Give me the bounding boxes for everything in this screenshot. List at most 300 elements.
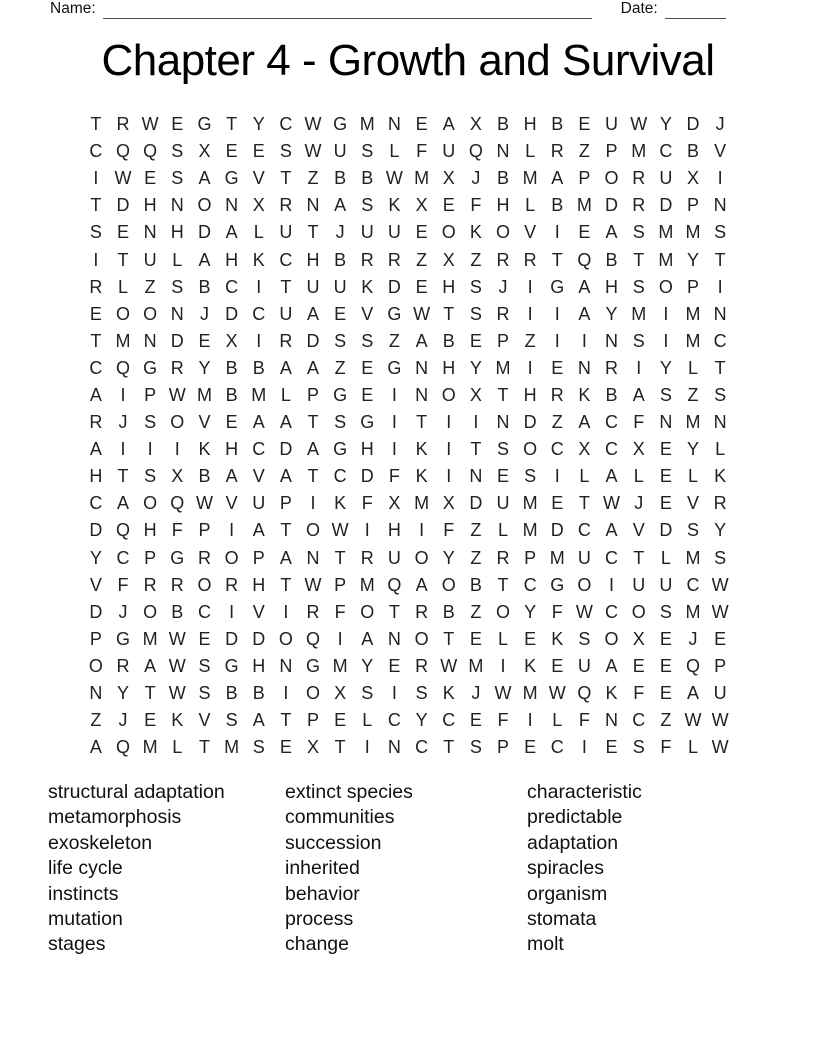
grid-letter: T (497, 384, 509, 405)
word-list-item: spiracles (527, 857, 604, 880)
grid-letter: R (170, 357, 184, 378)
grid-letter: S (144, 466, 157, 487)
grid-letter: B (171, 601, 184, 622)
grid-letter: J (118, 710, 128, 731)
grid-letter: X (442, 249, 455, 270)
grid-letter: U (713, 683, 727, 704)
grid-letter: I (554, 222, 560, 243)
word-list-item: structural adaptation (48, 781, 225, 803)
grid-letter: O (224, 547, 239, 568)
grid-letter: U (252, 493, 266, 514)
grid-letter: E (415, 222, 428, 243)
grid-letter: C (387, 710, 401, 731)
grid-letter: O (441, 222, 456, 243)
grid-letter: N (713, 303, 727, 324)
grid-letter: B (686, 141, 699, 162)
grid-letter: A (551, 168, 564, 189)
grid-letter: G (550, 574, 565, 595)
grid-letter: U (387, 547, 401, 568)
grid-letter: O (658, 276, 673, 297)
grid-letter: I (554, 330, 560, 351)
grid-letter: J (498, 276, 508, 297)
grid-letter: P (605, 141, 618, 162)
grid-letter: I (283, 683, 289, 704)
grid-letter: V (225, 493, 238, 514)
grid-letter: N (496, 412, 510, 433)
grid-letter: T (443, 737, 455, 758)
grid-letter: P (334, 574, 347, 595)
grid-letter: R (550, 141, 564, 162)
grid-letter: R (143, 574, 157, 595)
grid-letter: P (198, 520, 211, 541)
grid-letter: R (496, 303, 510, 324)
grid-letter: D (279, 439, 293, 460)
grid-letter: W (114, 168, 132, 189)
grid-letter: L (497, 628, 508, 649)
word-list-item: communities (285, 806, 395, 829)
grid-letter: L (633, 466, 644, 487)
grid-letter: R (605, 357, 619, 378)
grid-letter: X (415, 195, 428, 216)
grid-letter: R (713, 493, 727, 514)
grid-letter: R (170, 574, 184, 595)
grid-letter: R (496, 547, 510, 568)
grid-letter: Y (605, 303, 618, 324)
grid-letter: A (279, 547, 292, 568)
grid-letter: I (500, 655, 506, 676)
grid-letter: A (307, 303, 320, 324)
grid-letter: N (279, 655, 293, 676)
grid-letter: D (659, 195, 673, 216)
grid-letter: O (495, 222, 510, 243)
grid-letter: W (168, 628, 186, 649)
grid-letter: E (469, 628, 482, 649)
grid-letter: H (143, 195, 157, 216)
grid-letter: T (280, 710, 292, 731)
word-list-column (48, 780, 285, 958)
grid-letter: L (552, 710, 563, 731)
grid-letter: S (279, 141, 292, 162)
grid-letter: E (659, 466, 672, 487)
grid-letter: E (225, 412, 238, 433)
grid-letter: O (278, 628, 293, 649)
grid-letter: N (605, 330, 619, 351)
grid-letter: S (89, 222, 102, 243)
grid-letter: O (523, 439, 538, 460)
grid-letter: O (604, 168, 619, 189)
grid-letter: Z (470, 520, 482, 541)
grid-letter: H (442, 357, 456, 378)
word-list-item: succession (285, 831, 382, 854)
grid-letter: Y (89, 547, 102, 568)
grid-letter: B (225, 683, 238, 704)
grid-letter: Q (685, 655, 700, 676)
grid-letter: W (168, 683, 186, 704)
grid-letter: M (631, 303, 647, 324)
grid-letter: L (525, 141, 536, 162)
grid-letter: E (714, 628, 727, 649)
grid-letter: Z (470, 601, 482, 622)
grid-letter: B (225, 384, 238, 405)
grid-letter: N (143, 330, 157, 351)
grid-letter: L (497, 520, 508, 541)
grid-letter: S (469, 737, 482, 758)
grid-letter: T (443, 628, 455, 649)
grid-letter: D (197, 222, 211, 243)
grid-letter: B (252, 683, 265, 704)
grid-letter: E (496, 466, 509, 487)
word-list-item: change (285, 933, 349, 956)
grid-letter: O (631, 601, 646, 622)
grid-letter: Z (334, 357, 346, 378)
grid-letter: T (307, 412, 319, 433)
grid-letter: C (659, 141, 673, 162)
grid-letter: U (659, 574, 673, 595)
grid-letter: E (361, 384, 374, 405)
grid-letter: U (333, 141, 347, 162)
grid-letter: S (659, 384, 672, 405)
grid-letter: A (605, 222, 618, 243)
grid-letter: W (168, 655, 186, 676)
grid-letter: S (252, 737, 265, 758)
grid-letter: L (118, 276, 129, 297)
grid-letter: K (415, 466, 428, 487)
grid-letter: T (443, 303, 455, 324)
grid-letter: N (659, 412, 673, 433)
grid-letter: Z (470, 249, 482, 270)
grid-letter: A (307, 439, 320, 460)
grid-letter: R (550, 384, 564, 405)
grid-letter: H (523, 384, 537, 405)
grid-letter: U (605, 114, 619, 135)
grid-letter: I (527, 303, 533, 324)
grid-letter: D (306, 330, 320, 351)
grid-letter: T (388, 601, 400, 622)
grid-letter: T (714, 357, 726, 378)
grid-letter: D (605, 195, 619, 216)
grid-letter: E (632, 655, 645, 676)
grid-letter: T (226, 114, 238, 135)
word-list-item: instincts (48, 882, 119, 905)
word-list-item: adaptation (527, 831, 619, 854)
grid-letter: I (120, 439, 126, 460)
grid-letter: D (252, 628, 266, 649)
grid-letter: B (605, 249, 618, 270)
grid-letter: W (548, 683, 566, 704)
grid-letter: G (306, 655, 321, 676)
grid-letter: H (143, 520, 157, 541)
grid-letter: Y (659, 114, 672, 135)
grid-letter: N (713, 195, 727, 216)
grid-letter: R (89, 276, 103, 297)
grid-letter: N (496, 141, 510, 162)
grid-letter: R (360, 249, 374, 270)
grid-letter: O (441, 384, 456, 405)
grid-letter: R (197, 547, 211, 568)
grid-letter: N (577, 357, 591, 378)
grid-letter: Z (578, 141, 590, 162)
grid-letter: B (334, 249, 347, 270)
grid-letter: V (198, 412, 211, 433)
grid-letter: A (334, 195, 347, 216)
grid-letter: M (685, 412, 701, 433)
grid-letter: X (388, 493, 401, 514)
grid-letter: Z (687, 384, 699, 405)
grid-letter: E (659, 628, 672, 649)
grid-letter: E (524, 737, 537, 758)
grid-letter: Q (170, 493, 185, 514)
grid-letter: A (225, 222, 238, 243)
grid-letter: F (171, 520, 183, 541)
grid-letter: F (660, 737, 672, 758)
grid-letter: I (554, 466, 560, 487)
grid-letter: S (496, 439, 509, 460)
grid-letter: Y (415, 710, 428, 731)
grid-letter: B (551, 195, 564, 216)
grid-letter: J (634, 493, 644, 514)
grid-letter: S (361, 330, 374, 351)
grid-letter: M (359, 574, 375, 595)
grid-letter: A (252, 412, 265, 433)
grid-letter: A (415, 330, 428, 351)
grid-letter: U (333, 276, 347, 297)
grid-letter: A (632, 384, 645, 405)
grid-letter: O (414, 628, 429, 649)
grid-letter: K (469, 222, 482, 243)
grid-letter: I (554, 303, 560, 324)
grid-letter: K (714, 466, 727, 487)
grid-letter: D (89, 520, 103, 541)
grid-letter: W (603, 493, 621, 514)
grid-letter: E (144, 168, 157, 189)
grid-letter: T (497, 574, 509, 595)
grid-letter: K (524, 655, 537, 676)
grid-letter: S (659, 601, 672, 622)
grid-letter: V (252, 601, 265, 622)
grid-letter: I (229, 601, 235, 622)
grid-letter: E (198, 330, 211, 351)
grid-letter: M (115, 330, 131, 351)
grid-letter: I (93, 168, 99, 189)
grid-letter: N (713, 412, 727, 433)
grid-letter: L (579, 466, 590, 487)
grid-letter: M (332, 655, 348, 676)
grid-letter: A (686, 683, 699, 704)
grid-letter: O (604, 628, 619, 649)
grid-letter: W (304, 141, 322, 162)
grid-letter: B (469, 574, 482, 595)
grid-letter: A (198, 249, 211, 270)
grid-letter: M (685, 601, 701, 622)
grid-letter: I (717, 168, 723, 189)
grid-letter: R (89, 412, 103, 433)
grid-letter: E (89, 303, 102, 324)
grid-letter: C (605, 601, 619, 622)
grid-letter: E (117, 222, 130, 243)
grid-letter: A (279, 466, 292, 487)
grid-letter: S (632, 222, 645, 243)
grid-letter: E (659, 493, 672, 514)
grid-letter: F (334, 601, 346, 622)
grid-letter: W (711, 710, 729, 731)
grid-letter: P (144, 547, 157, 568)
grid-letter: O (143, 303, 158, 324)
grid-letter: H (442, 276, 456, 297)
grid-letter: W (141, 114, 159, 135)
grid-letter: A (225, 466, 238, 487)
grid-letter: Y (686, 439, 699, 460)
grid-letter: I (717, 276, 723, 297)
grid-letter: Z (470, 547, 482, 568)
grid-letter: L (525, 195, 536, 216)
grid-letter: X (686, 168, 699, 189)
grid-letter: W (168, 384, 186, 405)
grid-letter: Y (469, 357, 482, 378)
grid-letter: E (551, 357, 564, 378)
grid-letter: D (550, 520, 564, 541)
grid-letter: L (715, 439, 726, 460)
grid-letter: O (360, 601, 375, 622)
grid-letter: D (116, 195, 130, 216)
grid-letter: N (170, 303, 184, 324)
grid-letter: B (198, 276, 211, 297)
date-blank-line (665, 3, 726, 19)
grid-letter: Q (116, 737, 131, 758)
grid-letter: M (522, 493, 538, 514)
grid-letter: T (117, 466, 129, 487)
word-list-item: extinct species (285, 781, 413, 803)
grid-letter: V (89, 574, 102, 595)
grid-letter: W (331, 520, 349, 541)
grid-letter: S (361, 683, 374, 704)
grid-letter: E (442, 195, 455, 216)
grid-letter: T (470, 439, 482, 460)
grid-letter: H (225, 439, 239, 460)
grid-letter: L (660, 547, 671, 568)
grid-letter: N (469, 466, 483, 487)
grid-letter: G (550, 276, 565, 297)
grid-letter: I (93, 249, 99, 270)
grid-letter: Z (551, 412, 563, 433)
grid-letter: B (334, 168, 347, 189)
grid-letter: H (387, 520, 401, 541)
grid-letter: E (334, 303, 347, 324)
grid-letter: X (307, 737, 320, 758)
grid-letter: C (605, 547, 619, 568)
grid-letter: R (116, 114, 130, 135)
grid-letter: H (496, 195, 510, 216)
grid-letter: I (174, 439, 180, 460)
grid-letter: P (524, 547, 537, 568)
grid-letter: E (605, 737, 618, 758)
grid-letter: E (469, 330, 482, 351)
grid-letter: N (387, 737, 401, 758)
grid-letter: B (442, 601, 455, 622)
name-label: Name: (50, 0, 96, 17)
grid-letter: S (714, 384, 727, 405)
grid-letter: F (388, 466, 400, 487)
grid-letter: U (659, 168, 673, 189)
grid-letter: C (605, 439, 619, 460)
grid-letter: P (714, 655, 727, 676)
grid-letter: K (198, 439, 211, 460)
grid-letter: F (416, 141, 428, 162)
grid-letter: A (144, 655, 157, 676)
grid-letter: O (306, 683, 321, 704)
page-title: Chapter 4 - Growth and Survival (101, 36, 715, 85)
word-list-item: exoskeleton (48, 831, 153, 854)
grid-letter: L (172, 737, 183, 758)
grid-letter: N (225, 195, 239, 216)
grid-letter: V (632, 520, 645, 541)
grid-letter: D (360, 466, 374, 487)
grid-letter: S (144, 412, 157, 433)
grid-letter: L (687, 466, 698, 487)
grid-letter: R (306, 601, 320, 622)
grid-letter: T (280, 520, 292, 541)
grid-letter: W (711, 574, 729, 595)
grid-letter: A (89, 737, 102, 758)
grid-letter: W (711, 737, 729, 758)
grid-letter: I (391, 384, 397, 405)
grid-letter: W (684, 710, 702, 731)
grid-letter: B (496, 114, 509, 135)
grid-letter: A (415, 574, 428, 595)
grid-letter: G (116, 628, 131, 649)
grid-letter: N (306, 195, 320, 216)
grid-letter: F (633, 412, 645, 433)
grid-letter: B (605, 384, 618, 405)
grid-letter: A (89, 439, 102, 460)
grid-letter: I (391, 439, 397, 460)
grid-letter: C (415, 737, 429, 758)
grid-letter: O (88, 655, 103, 676)
grid-letter: A (252, 520, 265, 541)
grid-letter: H (252, 574, 266, 595)
grid-letter: Z (144, 276, 156, 297)
grid-letter: L (362, 710, 373, 731)
grid-letter: E (551, 655, 564, 676)
grid-letter: P (496, 737, 509, 758)
grid-letter: R (415, 655, 429, 676)
grid-letter: Y (198, 357, 211, 378)
grid-letter: W (195, 493, 213, 514)
grid-letter: K (334, 493, 347, 514)
grid-letter: Z (416, 249, 428, 270)
word-list-item: metamorphosis (48, 806, 182, 829)
grid-letter: D (686, 114, 700, 135)
grid-letter: H (306, 249, 320, 270)
grid-letter: I (364, 520, 370, 541)
grid-letter: I (663, 330, 669, 351)
grid-letter: T (90, 114, 102, 135)
grid-letter: E (225, 141, 238, 162)
grid-letter: U (360, 222, 374, 243)
grid-letter: I (256, 330, 262, 351)
word-list-item: mutation (48, 908, 123, 931)
grid-letter: C (523, 574, 537, 595)
grid-letter: C (605, 412, 619, 433)
grid-letter: T (280, 168, 292, 189)
grid-letter: K (578, 384, 591, 405)
grid-letter: I (364, 737, 370, 758)
grid-letter: M (495, 357, 511, 378)
grid-letter: Q (143, 141, 158, 162)
grid-letter: K (252, 249, 265, 270)
grid-letter: J (471, 168, 481, 189)
grid-letter: I (446, 466, 452, 487)
grid-letter: F (361, 493, 373, 514)
